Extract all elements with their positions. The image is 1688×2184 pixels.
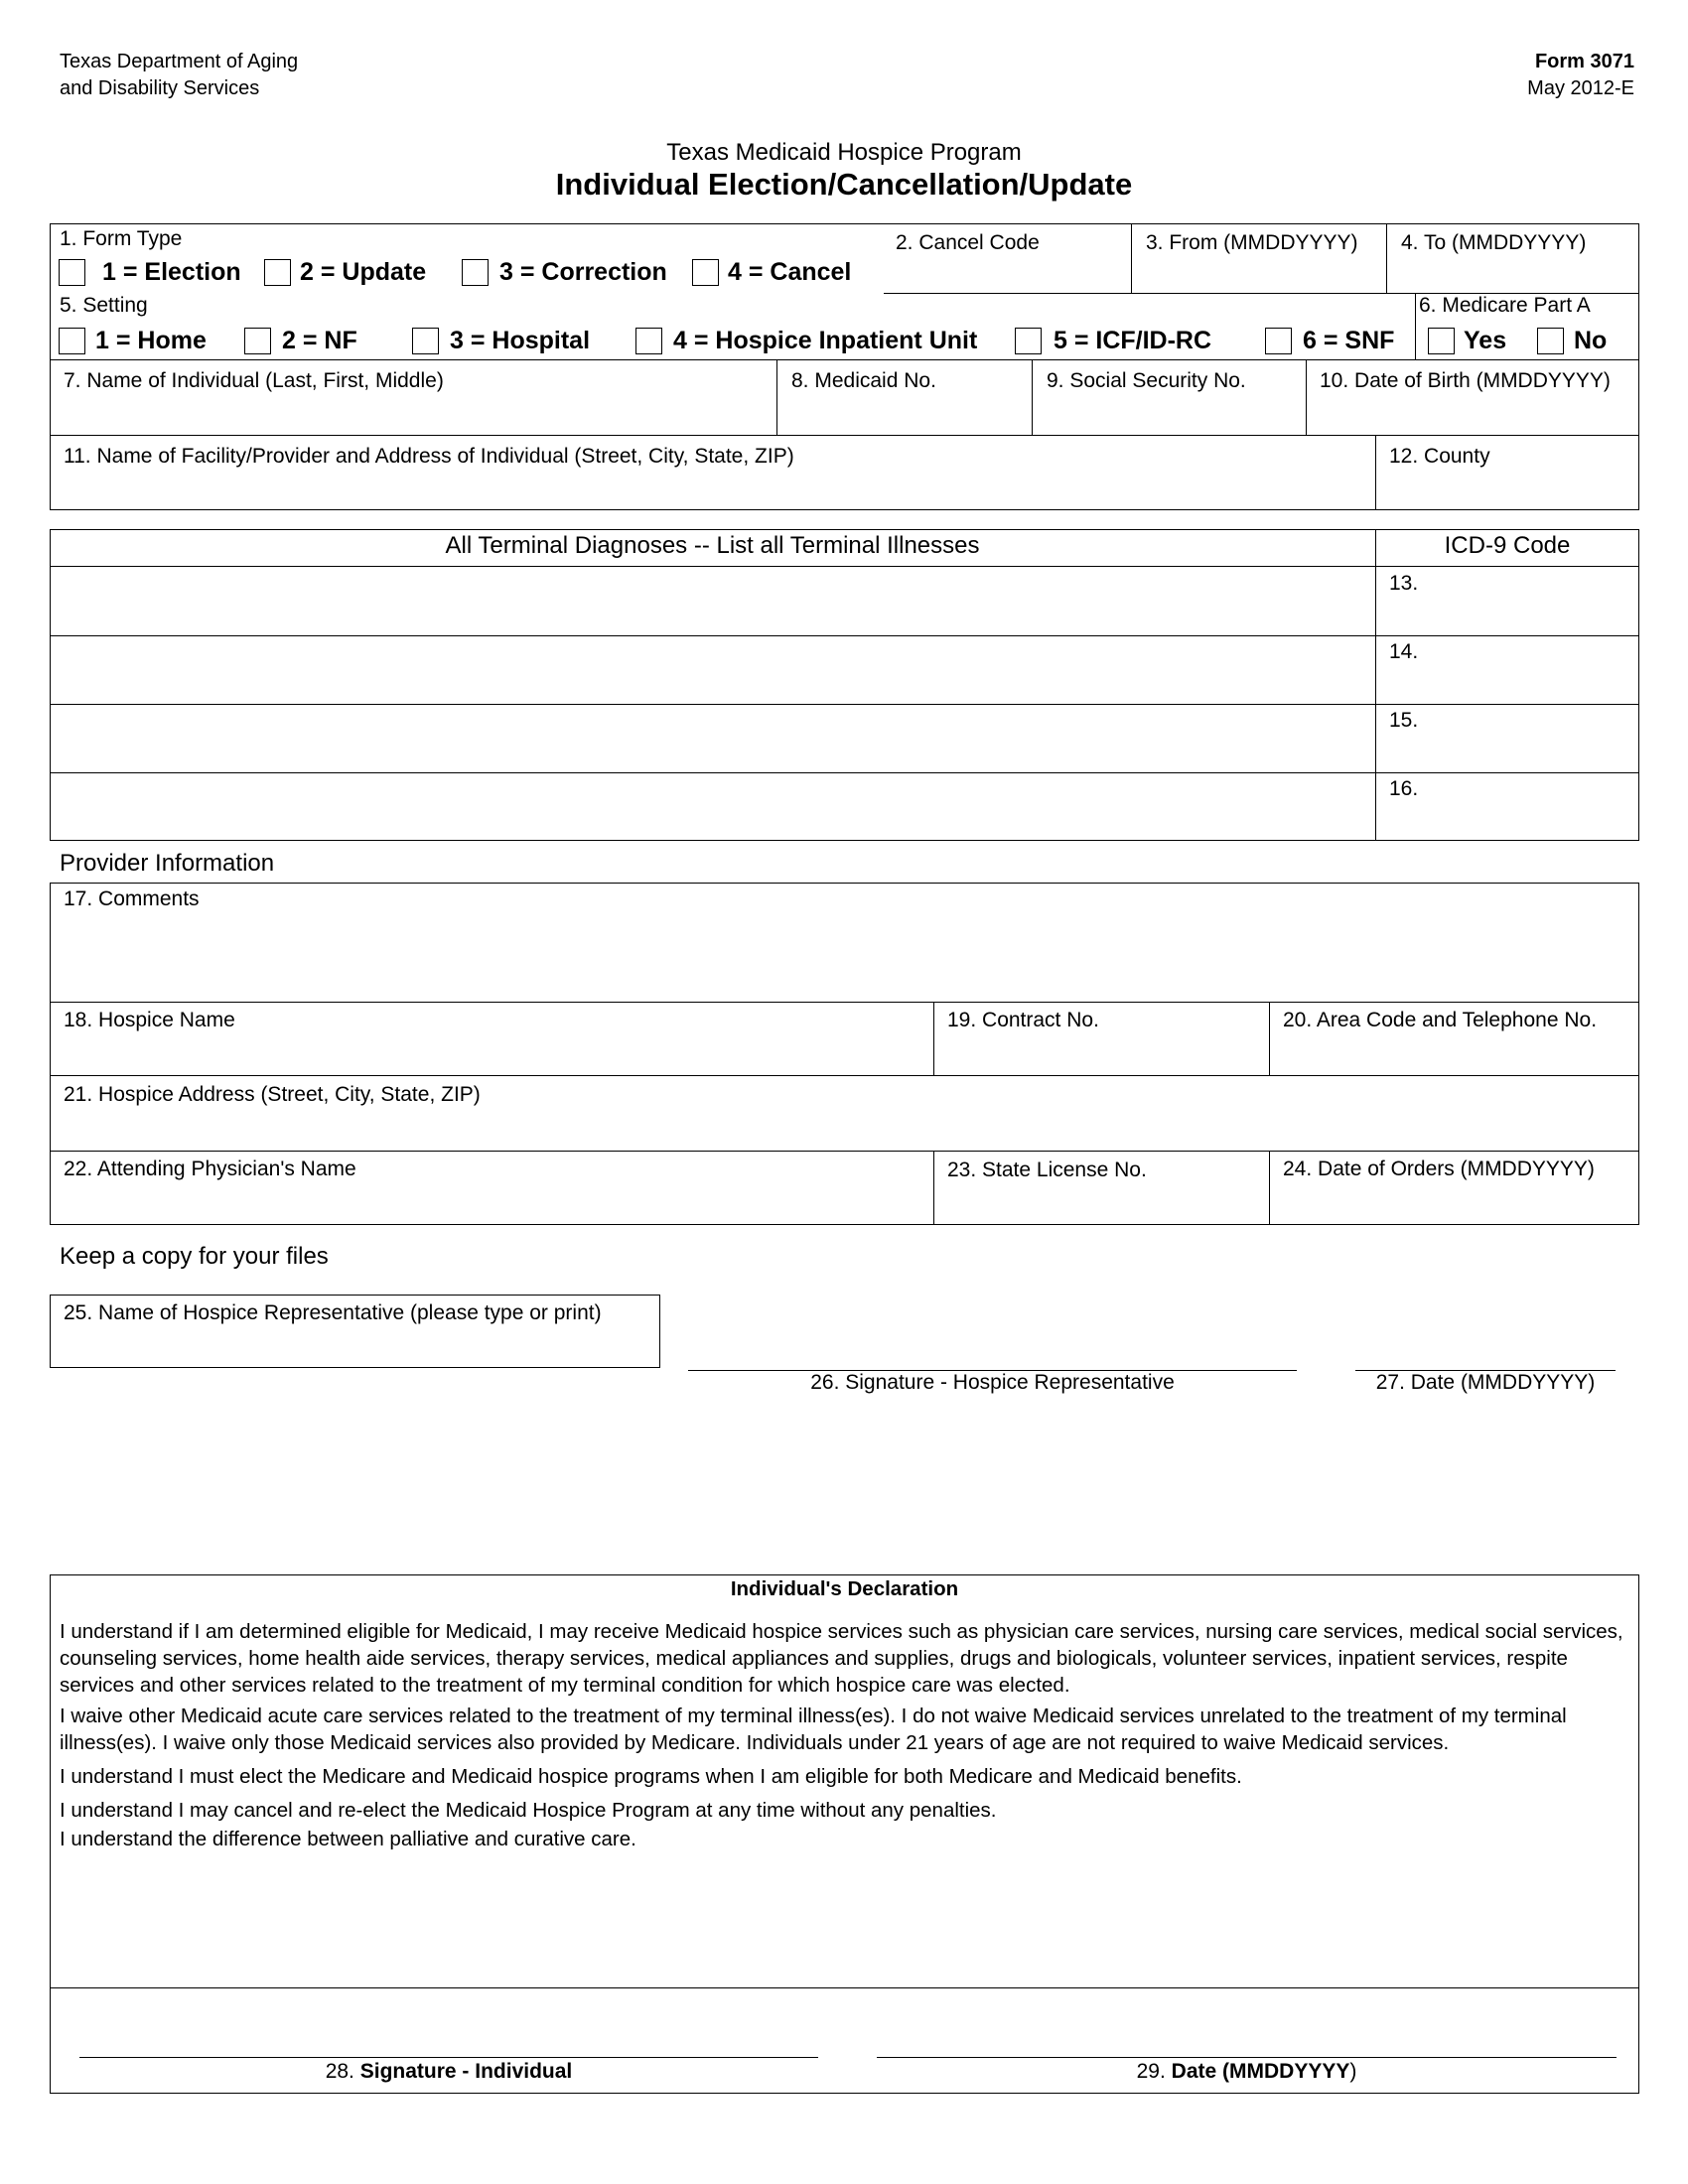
hospice-address-field[interactable] bbox=[55, 1110, 1634, 1146]
agency-name-line1: Texas Department of Aging bbox=[60, 51, 299, 72]
form-revision-date: May 2012-E bbox=[1527, 77, 1634, 99]
date-of-orders-field[interactable] bbox=[1275, 1184, 1634, 1220]
setting-hospital-checkbox[interactable] bbox=[412, 328, 439, 354]
setting-icf-label: 5 = ICF/ID-RC bbox=[1054, 327, 1212, 354]
cancel-code-field[interactable] bbox=[889, 258, 1127, 290]
form-type-label: 1. Form Type bbox=[60, 227, 183, 250]
individual-signature-number: 28. bbox=[325, 2060, 354, 2083]
individual-signature-field[interactable] bbox=[79, 2015, 818, 2055]
hospice-address-label: 21. Hospice Address (Street, City, State, ZIP) bbox=[64, 1083, 481, 1106]
icd9-code-field-14[interactable] bbox=[1381, 665, 1634, 700]
declaration-paragraph-5: I understand the difference between palliative and curative care. bbox=[60, 1828, 636, 1850]
form-type-election-label: 1 = Election bbox=[102, 258, 241, 286]
form-type-correction-label: 3 = Correction bbox=[499, 258, 667, 286]
icd9-row-label-14: 14. bbox=[1389, 640, 1419, 663]
rep-date-label: 27. Date (MMDDYYYY) bbox=[1375, 1371, 1596, 1394]
form-type-cancel-checkbox[interactable] bbox=[692, 259, 719, 286]
setting-nf-checkbox[interactable] bbox=[244, 328, 271, 354]
form-type-correction-checkbox[interactable] bbox=[462, 259, 489, 286]
medicare-yes-label: Yes bbox=[1464, 327, 1507, 354]
date-of-orders-label: 24. Date of Orders (MMDDYYYY) bbox=[1283, 1158, 1595, 1180]
setting-snf-label: 6 = SNF bbox=[1303, 327, 1395, 354]
hospice-name-label: 18. Hospice Name bbox=[64, 1009, 235, 1031]
keep-copy-note: Keep a copy for your files bbox=[60, 1243, 329, 1270]
comments-label: 17. Comments bbox=[64, 887, 200, 910]
medicare-no-label: No bbox=[1574, 327, 1608, 354]
facility-address-field[interactable] bbox=[55, 473, 1370, 506]
medicare-no-checkbox[interactable] bbox=[1537, 328, 1564, 354]
setting-nf-label: 2 = NF bbox=[282, 327, 357, 354]
contract-number-label: 19. Contract No. bbox=[947, 1009, 1099, 1031]
state-license-field[interactable] bbox=[939, 1184, 1264, 1220]
diagnosis-field-2[interactable] bbox=[55, 640, 1370, 700]
medicaid-number-field[interactable] bbox=[782, 397, 1026, 431]
icd9-code-field-13[interactable] bbox=[1381, 596, 1634, 630]
diagnosis-field-3[interactable] bbox=[55, 709, 1370, 768]
form-type-update-checkbox[interactable] bbox=[264, 259, 291, 286]
declaration-text bbox=[60, 1618, 1633, 1852]
diagnosis-field-4[interactable] bbox=[55, 777, 1370, 837]
setting-label: 5. Setting bbox=[60, 294, 148, 317]
individual-date-line bbox=[877, 2057, 1617, 2058]
diagnoses-header: All Terminal Diagnoses -- List all Terminal Illnesses bbox=[445, 532, 980, 559]
medicare-part-a-label: 6. Medicare Part A bbox=[1419, 294, 1591, 317]
rep-signature-field[interactable] bbox=[688, 1330, 1297, 1368]
from-date-label: 3. From (MMDDYYYY) bbox=[1146, 231, 1358, 254]
icd9-code-header: ICD-9 Code bbox=[1444, 532, 1571, 559]
setting-hospital-label: 3 = Hospital bbox=[450, 327, 591, 354]
medicaid-number-label: 8. Medicaid No. bbox=[791, 369, 936, 392]
setting-icf-checkbox[interactable] bbox=[1015, 328, 1042, 354]
form-number: Form 3071 bbox=[1534, 51, 1634, 72]
individual-name-field[interactable] bbox=[55, 397, 772, 431]
declaration-paragraph-2: I waive other Medicaid acute care services related to the treatment of my terminal illness(es). I do not waive Medicaid services unrelated to the treatment of my terminal illness(es). I waive only those Medicaid services also provided by Medicare. Individuals under 21 years of age are not required to waive Medicaid services. bbox=[60, 1705, 1567, 1754]
form-type-cancel-label: 4 = Cancel bbox=[728, 258, 852, 286]
rep-signature-label: 26. Signature - Hospice Representative bbox=[810, 1371, 1175, 1394]
icd9-row-label-16: 16. bbox=[1389, 777, 1419, 800]
date-of-birth-label: 10. Date of Birth (MMDDYYYY) bbox=[1320, 369, 1611, 392]
icd9-row-label-13: 13. bbox=[1389, 572, 1419, 595]
individual-date-text: Date (MMDDYYYY bbox=[1171, 2060, 1350, 2083]
cancel-code-label: 2. Cancel Code bbox=[896, 231, 1040, 254]
facility-address-label: 11. Name of Facility/Provider and Address of Individual (Street, City, State, ZIP) bbox=[64, 445, 794, 468]
physician-name-label: 22. Attending Physician's Name bbox=[64, 1158, 356, 1180]
rep-name-label: 25. Name of Hospice Representative (please type or print) bbox=[64, 1301, 602, 1324]
medicare-yes-checkbox[interactable] bbox=[1428, 328, 1455, 354]
individual-signature-label bbox=[79, 2060, 818, 2084]
individual-date-paren: ) bbox=[1349, 2060, 1357, 2083]
date-of-birth-field[interactable] bbox=[1312, 397, 1634, 431]
form-type-update-label: 2 = Update bbox=[300, 258, 427, 286]
declaration-paragraph-3: I understand I must elect the Medicare and Medicaid hospice programs when I am eligible for both Medicare and Medicaid benefits. bbox=[60, 1765, 1242, 1788]
to-date-label: 4. To (MMDDYYYY) bbox=[1401, 231, 1587, 254]
declaration-paragraph-4: I understand I may cancel and re-elect the Medicaid Hospice Program at any time without any penalties. bbox=[60, 1799, 997, 1822]
program-name: Texas Medicaid Hospice Program bbox=[666, 139, 1022, 166]
individual-date-field[interactable] bbox=[877, 2015, 1617, 2055]
telephone-field[interactable] bbox=[1275, 1035, 1634, 1071]
setting-snf-checkbox[interactable] bbox=[1265, 328, 1292, 354]
rep-name-field[interactable] bbox=[55, 1328, 655, 1364]
contract-number-field[interactable] bbox=[939, 1035, 1264, 1071]
agency-name-line2: and Disability Services bbox=[60, 77, 260, 99]
individual-signature-line bbox=[79, 2057, 818, 2058]
individual-date-number: 29. bbox=[1136, 2060, 1166, 2083]
state-license-label: 23. State License No. bbox=[947, 1159, 1147, 1181]
form-title: Individual Election/Cancellation/Update bbox=[555, 167, 1133, 202]
telephone-label: 20. Area Code and Telephone No. bbox=[1283, 1009, 1598, 1031]
physician-name-field[interactable] bbox=[55, 1184, 928, 1220]
from-date-field[interactable] bbox=[1137, 258, 1380, 290]
declaration-paragraph-1: I understand if I am determined eligible for Medicaid, I may receive Medicaid hospice services such as physician care services, nursing care services, medical social services, counseling services, home health aide services, therapy services, medical appliances and supplies, drugs and biologicals, volunteer services, inpatient services, respite services and other services related to the treatment of my terminal condition for which hospice care was elected. bbox=[60, 1620, 1623, 1697]
icd9-code-field-15[interactable] bbox=[1381, 734, 1634, 768]
ssn-field[interactable] bbox=[1038, 397, 1300, 431]
icd9-code-field-16[interactable] bbox=[1381, 802, 1634, 837]
form-type-election-checkbox[interactable] bbox=[59, 259, 85, 286]
icd9-row-label-15: 15. bbox=[1389, 709, 1419, 732]
setting-hospice-inpatient-checkbox[interactable] bbox=[635, 328, 662, 354]
declaration-title: Individual's Declaration bbox=[730, 1577, 959, 1600]
setting-home-checkbox[interactable] bbox=[59, 328, 85, 354]
provider-information-heading: Provider Information bbox=[60, 850, 275, 877]
rep-date-field[interactable] bbox=[1355, 1330, 1616, 1368]
ssn-label: 9. Social Security No. bbox=[1047, 369, 1246, 392]
individual-name-label: 7. Name of Individual (Last, First, Middle) bbox=[64, 369, 444, 392]
comments-field[interactable] bbox=[55, 913, 1634, 998]
setting-home-label: 1 = Home bbox=[95, 327, 207, 354]
individual-signature-text: Signature - Individual bbox=[359, 2060, 573, 2083]
hospice-name-field[interactable] bbox=[55, 1035, 928, 1071]
setting-hospice-inpatient-label: 4 = Hospice Inpatient Unit bbox=[673, 327, 978, 354]
diagnosis-field-1[interactable] bbox=[55, 571, 1370, 630]
county-field[interactable] bbox=[1381, 473, 1634, 506]
county-label: 12. County bbox=[1389, 445, 1490, 468]
individual-date-label bbox=[877, 2060, 1617, 2084]
to-date-field[interactable] bbox=[1392, 258, 1635, 290]
